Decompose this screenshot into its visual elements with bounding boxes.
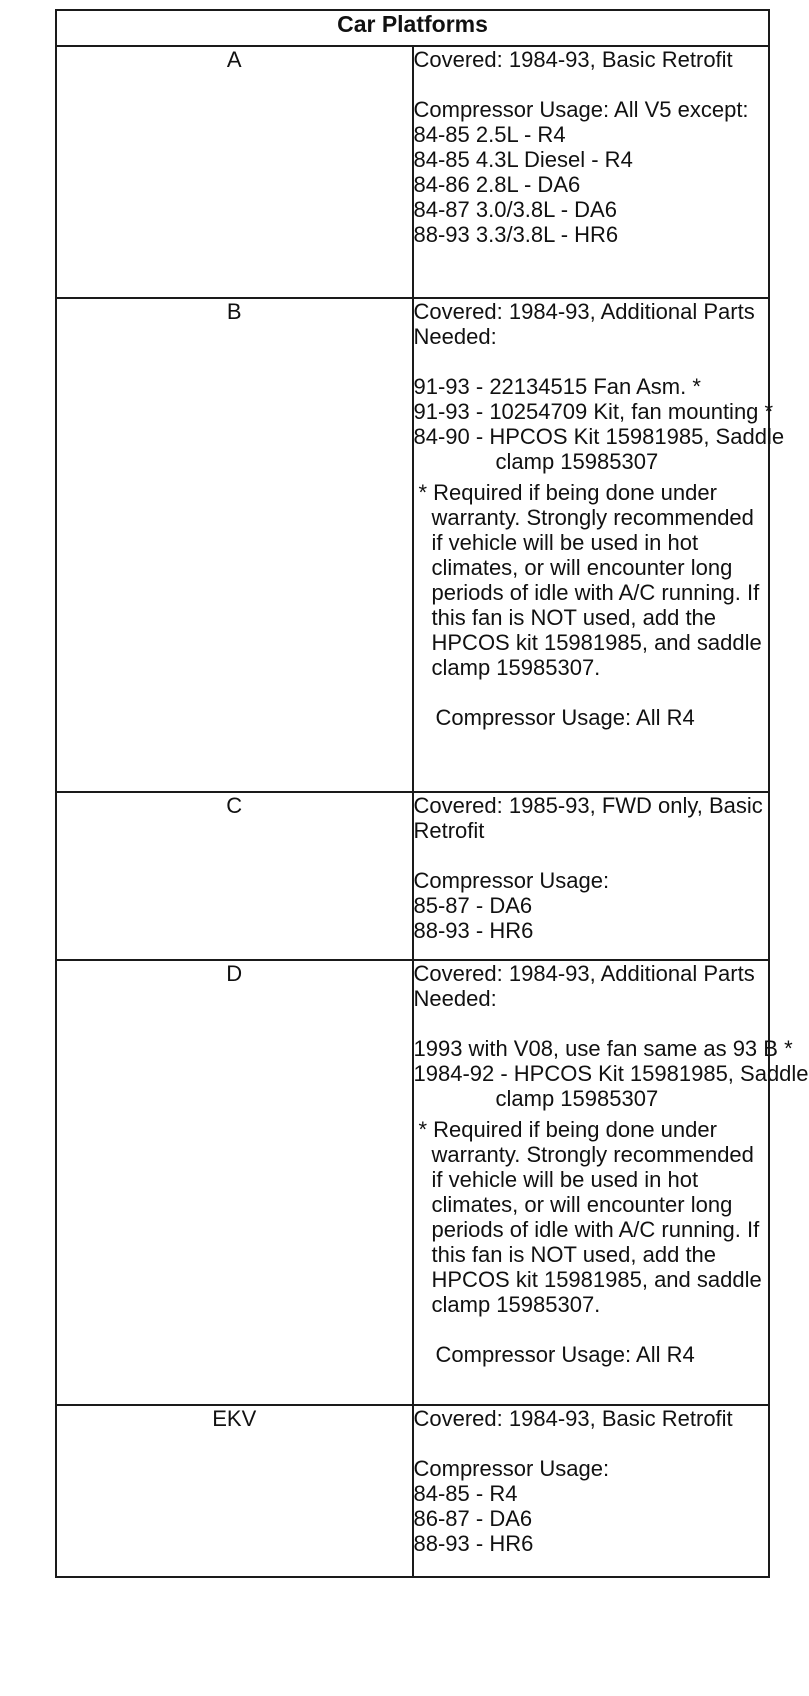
covered-text-cont: Retrofit bbox=[413, 818, 485, 843]
part-item: 91-93 - 10254709 Kit, fan mounting * bbox=[413, 399, 774, 424]
platform-code: A bbox=[56, 46, 413, 298]
table-row bbox=[56, 298, 769, 792]
platform-description bbox=[413, 792, 770, 960]
table-row bbox=[56, 46, 769, 298]
table-row bbox=[56, 960, 769, 1405]
compressor-usage-text: Compressor Usage: All R4 bbox=[435, 705, 695, 730]
table-title: Car Platforms bbox=[56, 10, 769, 46]
compressor-usage-text: Compressor Usage: All R4 bbox=[435, 1342, 695, 1367]
compressor-usage-text: Compressor Usage: bbox=[413, 1456, 610, 1481]
warranty-note: * Required if being done under warranty. Strongly recommended if vehicle will be used in hot climates, or will encounter long periods of idle with A/C running. If this fan is NOT used, add the HPCOS kit 15981985, and saddle clamp 15985307. bbox=[418, 480, 762, 680]
compressor-usage-text: Compressor Usage: bbox=[413, 868, 610, 893]
part-item: 84-90 - HPCOS Kit 15981985, Saddle bbox=[413, 424, 785, 449]
platform-description bbox=[413, 960, 809, 1405]
covered-text-cont: Needed: bbox=[413, 324, 497, 349]
table-row bbox=[56, 1405, 769, 1577]
part-item-cont: clamp 15985307 bbox=[495, 449, 659, 474]
covered-text: Covered: 1984-93, Additional Parts bbox=[413, 299, 755, 324]
covered-text-cont: Needed: bbox=[413, 986, 497, 1011]
platform-description bbox=[413, 1405, 770, 1577]
covered-text: Covered: 1984-93, Basic Retrofit bbox=[413, 47, 733, 72]
platform-description bbox=[413, 46, 770, 298]
platform-code: D bbox=[56, 960, 413, 1405]
usage-item: 88-93 - HR6 bbox=[413, 918, 534, 943]
table-row bbox=[56, 792, 769, 960]
part-item-cont: clamp 15985307 bbox=[495, 1086, 659, 1111]
covered-text: Covered: 1985-93, FWD only, Basic bbox=[413, 793, 763, 818]
part-item: 91-93 - 22134515 Fan Asm. * bbox=[413, 374, 701, 399]
platform-code: C bbox=[56, 792, 413, 960]
usage-item: 84-85 2.5L - R4 bbox=[413, 122, 566, 147]
warranty-note: * Required if being done under warranty. Strongly recommended if vehicle will be used in hot climates, or will encounter long periods of idle with A/C running. If this fan is NOT used, add the HPCOS kit 15981985, and saddle clamp 15985307. bbox=[418, 1117, 762, 1317]
compressor-usage-text: Compressor Usage: All V5 except: bbox=[413, 97, 749, 122]
usage-item: 84-85 4.3L Diesel - R4 bbox=[413, 147, 633, 172]
usage-item: 84-85 - R4 bbox=[413, 1481, 518, 1506]
usage-item: 86-87 - DA6 bbox=[413, 1506, 533, 1531]
platform-code: B bbox=[56, 298, 413, 792]
covered-text: Covered: 1984-93, Additional Parts bbox=[413, 961, 755, 986]
usage-item: 85-87 - DA6 bbox=[413, 893, 533, 918]
car-platforms-table bbox=[55, 9, 809, 1578]
platform-description bbox=[413, 298, 785, 792]
usage-item: 84-87 3.0/3.8L - DA6 bbox=[413, 197, 617, 222]
covered-text: Covered: 1984-93, Basic Retrofit bbox=[413, 1406, 733, 1431]
usage-item: 88-93 - HR6 bbox=[413, 1531, 534, 1556]
part-item: 1993 with V08, use fan same as 93 B * bbox=[413, 1036, 793, 1061]
usage-item: 84-86 2.8L - DA6 bbox=[413, 172, 581, 197]
platform-code: EKV bbox=[56, 1405, 413, 1577]
part-item: 1984-92 - HPCOS Kit 15981985, Saddle bbox=[413, 1061, 809, 1086]
usage-item: 88-93 3.3/3.8L - HR6 bbox=[413, 222, 619, 247]
